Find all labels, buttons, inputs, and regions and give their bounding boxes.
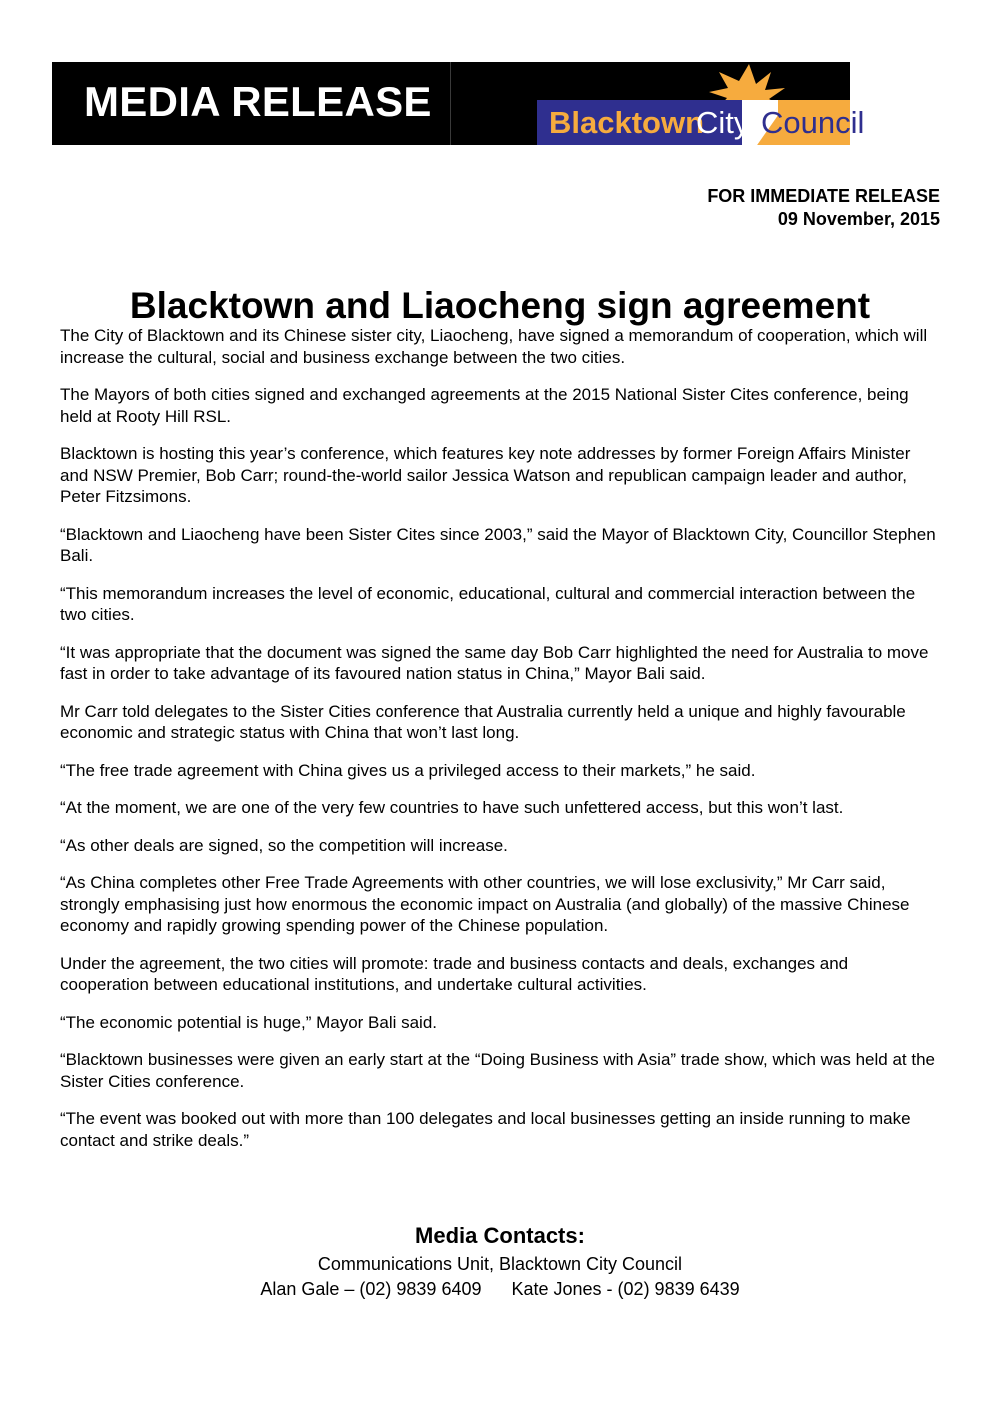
paragraph: “This memorandum increases the level of economic, educational, cultural and commercial interaction between the two cities. <box>60 583 916 624</box>
paragraph: Blacktown is hosting this year’s conference, which features key note addresses by former Foreign Affairs Minister and NSW Premier, Bob Carr; round-the-world sailor Jessica Watson and republican campaign leader and author, Peter Fitzsimons. <box>60 444 911 506</box>
logo-wordmark <box>537 100 865 145</box>
masthead-divider <box>450 62 451 145</box>
release-date: 09 November, 2015 <box>777 209 940 229</box>
paragraph: “The free trade agreement with China gives us a privileged access to their markets,” he said. <box>60 760 756 780</box>
media-contacts-footer <box>0 1222 1000 1302</box>
paragraph: Under the agreement, the two cities will promote: trade and business contacts and deals, exchanges and cooperation between educational institutions, and undertake cultural activities. <box>60 953 849 994</box>
masthead-banner <box>52 62 865 145</box>
paragraph: “At the moment, we are one of the very few countries to have such unfettered access, but this won’t last. <box>60 798 844 817</box>
footer-unit: Communications Unit, Blacktown City Council <box>317 1254 683 1274</box>
paragraph: “As China completes other Free Trade Agreements with other countries, we will lose exclusivity,” Mr Carr said, strongly emphasising just how enormous the economic impact on Australia (and globally) of the massive Chinese economy and rapidly growing spending power of the Chinese population. <box>60 873 910 935</box>
paragraph: “The event was booked out with more than 100 delegates and local businesses getting an inside running to make contact and strike deals.” <box>60 1109 911 1150</box>
page-title: Blacktown and Liaocheng sign agreement <box>129 284 871 326</box>
logo-word-blacktown: Blacktown <box>549 105 705 140</box>
paragraph: The City of Blacktown and its Chinese sister city, Liaocheng, have signed a memorandum of cooperation, which will increase the cultural, social and business exchange between the two cities. <box>60 326 928 367</box>
body-copy <box>60 325 940 1167</box>
paragraph: “As other deals are signed, so the competition will increase. <box>60 835 508 855</box>
paragraph: “Blacktown and Liaocheng have been Sister Cites since 2003,” said the Mayor of Blacktown City, Councillor Stephen Bali. <box>60 524 936 565</box>
release-meta <box>707 185 940 231</box>
logo-word-council: Council <box>761 105 865 140</box>
paragraph: “Blacktown businesses were given an early start at the “Doing Business with Asia” trade show, which was held at the Sister Cities conference. <box>60 1050 935 1091</box>
logo-word-city: City <box>696 105 750 140</box>
paragraph: “The economic potential is huge,” Mayor Bali said. <box>60 1012 438 1032</box>
paragraph: Mr Carr told delegates to the Sister Cities conference that Australia currently held a unique and highly favourable economic and strategic status with China that won’t last long. <box>60 701 906 742</box>
release-status: FOR IMMEDIATE RELEASE <box>707 186 940 206</box>
footer-heading: Media Contacts: <box>415 1223 585 1248</box>
paragraph: The Mayors of both cities signed and exchanged agreements at the 2015 National Sister Cites conference, being held at Rooty Hill RSL. <box>60 385 909 426</box>
blacktown-city-council-logo <box>537 62 865 145</box>
masthead-title: MEDIA RELEASE <box>84 78 432 125</box>
paragraph: “It was appropriate that the document was signed the same day Bob Carr highlighted the need for Australia to move fast in order to take advantage of its favoured nation status in China,” Mayor Bali said. <box>60 642 929 683</box>
footer-contacts: Alan Gale – (02) 9839 6409 Kate Jones - (02) 9839 6439 <box>260 1279 740 1299</box>
